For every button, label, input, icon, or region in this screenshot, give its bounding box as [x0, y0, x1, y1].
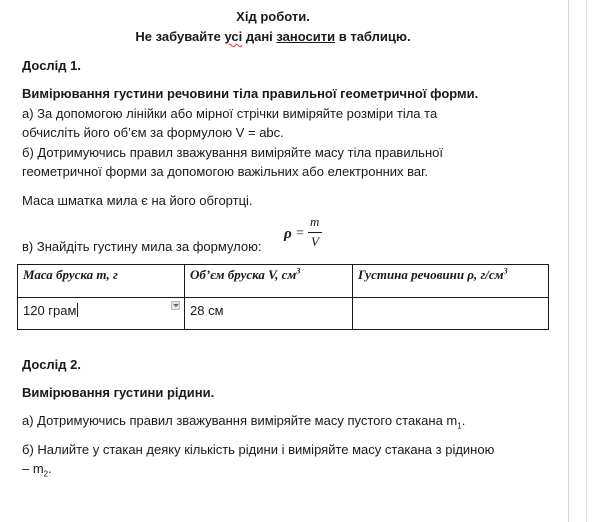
document-gutter [569, 0, 599, 522]
cell-volume-value[interactable]: 28 см [185, 298, 353, 330]
spellcheck-word-usi[interactable]: усі [224, 29, 243, 44]
soap-mass-note: Маса шматка мила є на його обгортці. [22, 193, 253, 208]
table-header-row [18, 265, 549, 298]
exp2-subtitle: Вимірювання густини рідини. [22, 385, 215, 400]
exp1-step-a-line2: обчисліть його об’єм за формулою V = abc. [22, 125, 284, 140]
exp1-step-a-line1: а) За допомогою лінійки або мірної стрічки виміряйте розміри тіла та [22, 106, 438, 121]
density-formula [284, 214, 328, 252]
formula-equals: = [296, 226, 304, 241]
cell-mass-value[interactable]: 120 грам [18, 298, 185, 330]
header-mass[interactable]: Маса бруска m, г [18, 265, 185, 298]
exp1-step-b-line1: б) Дотримуючись правил зважування виміряйте масу тіла правильної [22, 145, 443, 160]
text-cursor [77, 303, 78, 317]
reminder-line: Не забувайте усі дані заносити в таблицю. [135, 29, 411, 44]
exp2-step-a: а) Дотримуючись правил зважування виміряйте масу пустого стакана $m_1$. [22, 413, 466, 431]
exp1-step-b-line2: геометричної форми за допомогою важільних або електронних ваг. [22, 164, 428, 179]
exp2-step-b-line1: б) Налийте у стакан деяку кількість рідини і виміряйте масу стакана з рідиною [22, 442, 495, 457]
cell-density-value[interactable] [353, 298, 549, 330]
header-volume[interactable]: Об’єм бруска V, $см^3$ [185, 265, 353, 298]
formula-numerator: m [310, 214, 320, 229]
exp1-step-v: в) Знайдіть густину мила за формулою: [22, 239, 262, 254]
formula-denominator: V [311, 234, 319, 249]
exp2-title: Дослід 2. [22, 357, 81, 372]
underlined-word-zanosyty: заносити [276, 29, 336, 44]
formula-rho: ρ [284, 226, 292, 242]
exp1-subtitle: Вимірювання густини речовини тіла правильної геометричної форми. [22, 86, 479, 101]
table-row [18, 298, 549, 330]
formula-fraction-bar [308, 232, 322, 233]
exp2-step-b-line2: – $m_2$. [22, 461, 52, 479]
header-density[interactable]: Густина речовини ρ, $г/см^3$ [353, 265, 549, 298]
gutter-divider [586, 0, 587, 522]
exp1-title: Дослід 1. [22, 58, 81, 73]
measurements-table [17, 264, 549, 330]
autocorrect-dropdown-icon[interactable] [171, 301, 180, 310]
work-progress-title: Хід роботи. [236, 9, 310, 24]
